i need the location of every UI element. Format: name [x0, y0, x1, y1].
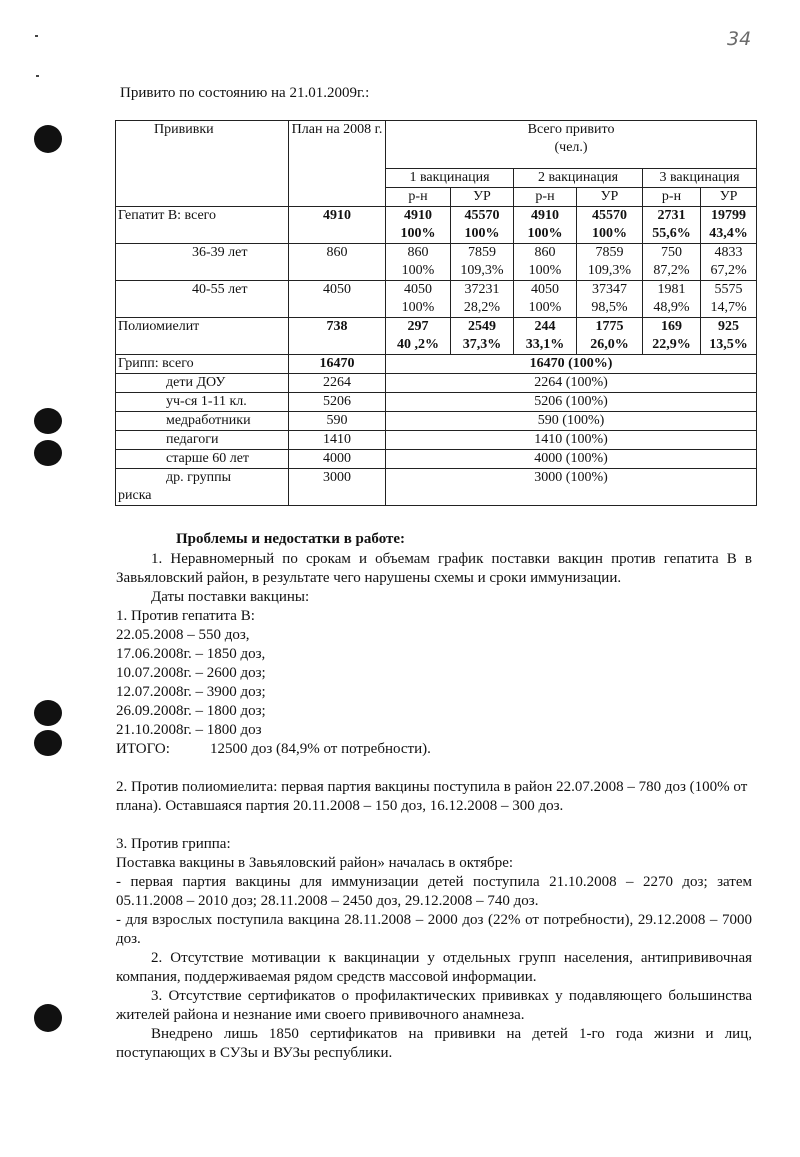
plan-cell: 2264: [289, 374, 386, 393]
row-label: [116, 412, 289, 431]
delivery-date-item: 26.09.2008г. – 1800 доз;: [116, 703, 266, 719]
count: 45570: [592, 208, 627, 223]
row-label-text: педагоги: [166, 432, 219, 447]
count: 4910: [531, 208, 559, 223]
percent: 37,3%: [462, 337, 502, 352]
row-label: Гепатит В: всего: [116, 207, 289, 244]
percent: 100%: [464, 226, 500, 241]
paragraph: 3. Отсутствие сертификатов о профилактических прививках у подавляющего большинства жителей района и незнание ими своего прививочного анамнеза.: [116, 988, 752, 1023]
delivery-date-item: 22.05.2008 – 550 доз,: [116, 627, 250, 643]
paragraph: Даты поставки вакцины:: [151, 589, 310, 605]
paragraph: Поставка вакцины в Завьяловский район» началась в октябре:: [116, 855, 514, 871]
value-cell: [643, 207, 701, 244]
punch-hole: [34, 1004, 62, 1032]
total-cell: 5206 (100%): [386, 393, 757, 412]
paragraph: 2. Отсутствие мотивации к вакцинации у отдельных групп населения, антипрививочная компания, поддерживаемая рядом средств массовой информации.: [116, 950, 752, 985]
count: 4050: [404, 282, 432, 297]
delivery-date-item: 21.10.2008г. – 1800 доз: [116, 722, 262, 738]
plan-cell: 3000: [289, 469, 386, 506]
header-vac1: 1 вакцинация: [386, 169, 514, 188]
table-row: [116, 355, 757, 374]
page-number: 34: [727, 28, 752, 50]
punch-hole: [34, 408, 62, 434]
value-cell: [701, 318, 757, 355]
row-label-text: Грипп: всего: [118, 356, 194, 371]
plan-cell: 4000: [289, 450, 386, 469]
table-row: [116, 318, 757, 355]
value-cell: [514, 244, 577, 281]
count: 1981: [657, 282, 686, 297]
percent: 48,9%: [653, 300, 690, 315]
count: 37231: [464, 282, 500, 297]
value-cell: [386, 244, 451, 281]
table-row: [116, 374, 757, 393]
percent: 22,9%: [652, 337, 691, 352]
plan-cell: 1410: [289, 431, 386, 450]
percent: 43,4%: [709, 226, 748, 241]
percent: 87,2%: [653, 263, 690, 278]
header-vac3: 3 вакцинация: [643, 169, 757, 188]
row-label: [116, 374, 289, 393]
header-vaccinations: Прививки: [116, 121, 289, 207]
row-label-text: медработники: [166, 413, 251, 428]
delivery-date-item: 10.07.2008г. – 2600 доз;: [116, 665, 266, 681]
header-district: р-н: [514, 188, 577, 207]
plan-cell: 5206: [289, 393, 386, 412]
value-cell: [451, 207, 514, 244]
count: 750: [661, 245, 682, 260]
section-title: Проблемы и недостатки в работе:: [176, 531, 406, 547]
row-label-text: риска: [118, 488, 152, 503]
value-cell: [643, 281, 701, 318]
header-district: р-н: [386, 188, 451, 207]
value-cell: [643, 318, 701, 355]
value-cell: [386, 281, 451, 318]
header-total-vaccinated: Всего привито (чел.): [386, 121, 757, 169]
paragraph: 1. Против гепатита В:: [116, 608, 255, 624]
row-label: [116, 431, 289, 450]
row-label: 36-39 лет: [116, 244, 289, 281]
table-row: [116, 450, 757, 469]
header-republic: УР: [577, 188, 643, 207]
percent: 100%: [527, 226, 563, 241]
count: 45570: [464, 208, 500, 223]
value-cell: [643, 244, 701, 281]
paragraph: 1. Неравномерный по срокам и объемам график поставки вакцин против гепатита В в Завьяловский район, в результате чего нарушены схемы и сроки иммунизации.: [116, 551, 752, 586]
count: 37347: [592, 282, 627, 297]
row-label: [116, 469, 289, 506]
plan-cell: 4910: [289, 207, 386, 244]
percent: 100%: [592, 226, 627, 241]
vaccination-table: [115, 120, 757, 506]
paragraph: 2. Против полиомиелита: первая партия вакцины поступила в район 22.07.2008 – 780 доз (100% от плана). Оставшаяся партия 20.11.2008 – 150 доз, 16.12.2008 – 300 доз.: [116, 779, 748, 814]
count: 19799: [711, 208, 747, 223]
value-cell: [451, 281, 514, 318]
count: 4833: [714, 245, 743, 260]
percent: 67,2%: [710, 263, 747, 278]
total-cell: 2264 (100%): [386, 374, 757, 393]
paragraph: - первая партия вакцины для иммунизации детей поступила 21.10.2008 – 2270 доз; затем 05.11.2008 – 2010 доз; 28.11.2008 – 2450 доз, 29.12.2008 – 740 доз.: [116, 874, 752, 909]
table-row: [116, 412, 757, 431]
scan-speck: [36, 75, 39, 77]
value-cell: [514, 281, 577, 318]
percent: 100%: [401, 300, 435, 315]
value-cell: [701, 244, 757, 281]
total-value: 12500 доз (84,9% от потребности).: [209, 741, 431, 757]
value-cell: [701, 281, 757, 318]
plan-cell: 738: [289, 318, 386, 355]
count: 5575: [714, 282, 743, 297]
row-label: [116, 450, 289, 469]
count: 2549: [468, 319, 496, 334]
count: 297: [407, 319, 429, 334]
delivery-date-item: 17.06.2008г. – 1850 доз,: [116, 646, 266, 662]
total-label: ИТОГО:: [116, 741, 170, 757]
value-cell: [514, 207, 577, 244]
count: 244: [534, 319, 556, 334]
delivery-date-item: 12.07.2008г. – 3900 доз;: [116, 684, 266, 700]
percent: 109,3%: [587, 263, 632, 278]
row-label: Полиомиелит: [116, 318, 289, 355]
count: 925: [718, 319, 740, 334]
value-cell: [514, 318, 577, 355]
count: 7859: [468, 245, 496, 260]
percent: 40 ,2%: [397, 337, 439, 352]
value-cell: [451, 318, 514, 355]
header-vac2: 2 вакцинация: [514, 169, 643, 188]
paragraph: - для взрослых поступила вакцина 28.11.2008 – 2000 доз (22% от потребности), 29.12.2008 – 7000 доз.: [116, 912, 752, 947]
total-cell: 3000 (100%): [386, 469, 757, 506]
row-label: [116, 355, 289, 374]
delivery-dates-list: [116, 626, 752, 740]
percent: 26,0%: [590, 337, 629, 352]
percent: 14,7%: [710, 300, 747, 315]
header-plan: План на 2008 г.: [289, 121, 386, 207]
value-cell: [577, 281, 643, 318]
row-label-text: уч-ся 1-11 кл.: [166, 394, 247, 409]
percent: 28,2%: [463, 300, 501, 315]
value-cell: [701, 207, 757, 244]
row-label: [116, 393, 289, 412]
plan-cell: 590: [289, 412, 386, 431]
header-republic: УР: [701, 188, 757, 207]
percent: 33,1%: [525, 337, 565, 352]
total-line: [116, 740, 752, 759]
count: 4910: [404, 208, 432, 223]
row-label-text: старше 60 лет: [166, 451, 250, 466]
scan-speck: [35, 35, 38, 37]
percent: 98,5%: [591, 300, 628, 315]
total-cell: 590 (100%): [386, 412, 757, 431]
percent: 109,3%: [460, 263, 504, 278]
plan-cell: 4050: [289, 281, 386, 318]
document-heading: Привито по состоянию на 21.01.2009г.:: [120, 85, 370, 101]
row-label: 40-55 лет: [116, 281, 289, 318]
row-label-text: др. группы: [166, 470, 232, 485]
table-row: [116, 207, 757, 244]
count: 2731: [657, 208, 686, 223]
value-cell: [577, 318, 643, 355]
plan-cell: 860: [289, 244, 386, 281]
table-row: [116, 431, 757, 450]
percent: 55,6%: [652, 226, 691, 241]
header-district: р-н: [643, 188, 701, 207]
count: 860: [407, 245, 429, 260]
table-row: [116, 281, 757, 318]
row-label-text: дети ДОУ: [166, 375, 226, 390]
problems-section: [116, 530, 752, 1063]
total-cell: 16470 (100%): [386, 355, 757, 374]
total-cell: 1410 (100%): [386, 431, 757, 450]
punch-hole: [34, 700, 62, 726]
percent: 100%: [528, 300, 562, 315]
table-row: [116, 469, 757, 506]
table-row: [116, 393, 757, 412]
punch-hole: [34, 125, 62, 153]
count: 1775: [595, 319, 624, 334]
count: 4050: [531, 282, 559, 297]
value-cell: [386, 318, 451, 355]
table-row: [116, 244, 757, 281]
value-cell: [451, 244, 514, 281]
percent: 13,5%: [709, 337, 748, 352]
paragraph: Внедрено лишь 1850 сертификатов на прививки на детей 1-го года жизни и лиц, поступающих в СУЗы и ВУЗы республики.: [116, 1026, 752, 1061]
count: 7859: [595, 245, 624, 260]
count: 169: [661, 319, 682, 334]
total-cell: 4000 (100%): [386, 450, 757, 469]
punch-hole: [34, 440, 62, 466]
percent: 100%: [401, 263, 435, 278]
paragraph: 3. Против гриппа:: [116, 836, 231, 852]
plan-cell: 16470: [289, 355, 386, 374]
percent: 100%: [400, 226, 436, 241]
value-cell: [386, 207, 451, 244]
header-republic: УР: [451, 188, 514, 207]
punch-hole: [34, 730, 62, 756]
value-cell: [577, 207, 643, 244]
value-cell: [577, 244, 643, 281]
percent: 100%: [528, 263, 562, 278]
count: 860: [534, 245, 556, 260]
